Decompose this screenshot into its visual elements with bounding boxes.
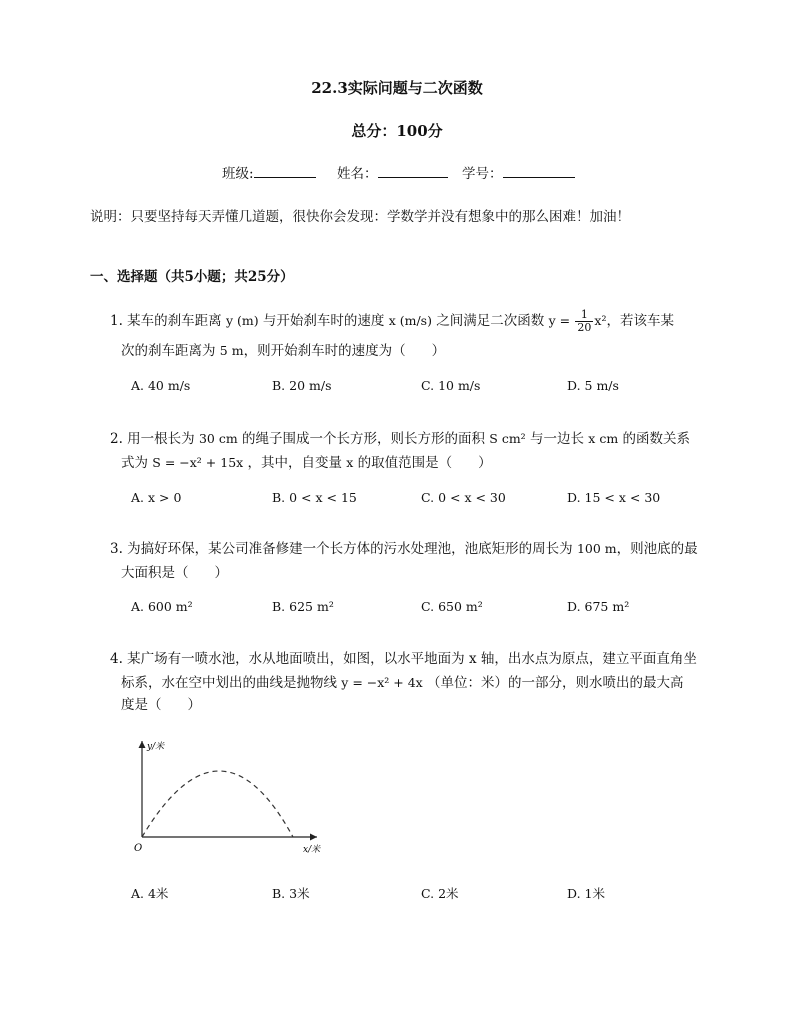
class-label: 班级: <box>222 166 254 182</box>
question-2 <box>110 428 690 450</box>
q4-option-d[interactable]: D. 1米 <box>567 886 605 901</box>
q3-perimeter: 100 m <box>576 541 617 556</box>
q1-text: ） <box>431 343 446 359</box>
q4-option-a[interactable]: A. 4米 <box>131 886 169 901</box>
q1-text: ，若该车某 <box>606 313 674 329</box>
question-3 <box>110 538 698 560</box>
q1-text: 1. 某车的刹车距离 <box>110 313 222 329</box>
q1-frac-numerator: 1 <box>575 309 593 322</box>
q2-option-a[interactable]: A. x > 0 <box>131 490 182 505</box>
q2-formula: S = −x² + 15x <box>152 455 244 470</box>
q2-text: 式为 <box>121 455 148 471</box>
instruction-note: 说明：只要坚持每天弄懂几道题，很快你会发现：学数学并没有想象中的那么困难！加油！ <box>90 209 630 225</box>
q2-text: 2. 用一根长为 <box>110 431 195 447</box>
q3-option-d[interactable]: D. 675 m² <box>567 599 630 614</box>
name-blank[interactable] <box>378 163 448 178</box>
q3-text: 大面积是（ <box>121 565 189 581</box>
q1-option-c[interactable]: C. 10 m/s <box>421 378 481 393</box>
q2-text: ） <box>478 455 492 471</box>
q2-area: S cm² <box>489 431 526 446</box>
page-title: 22.3实际问题与二次函数 <box>311 79 483 97</box>
q1-fraction <box>575 309 593 334</box>
q2-length: 30 cm <box>198 431 238 446</box>
q1-option-a[interactable]: A. 40 m/s <box>131 378 191 393</box>
q4-text: 标系，水在空中划出的曲线是抛物线 <box>121 675 337 691</box>
q2-option-c[interactable]: C. 0 < x < 30 <box>421 490 506 505</box>
name-field <box>337 162 448 182</box>
q2-text: 的取值范围是（ <box>357 455 453 471</box>
q2-option-b[interactable]: B. 0 < x < 15 <box>272 490 357 505</box>
q4-text: （单位：米）的一部分，则水喷出的最大高 <box>427 675 684 691</box>
class-blank[interactable] <box>254 163 316 178</box>
q4-text: 度是（ <box>121 697 162 713</box>
question-4-line-2 <box>121 672 684 694</box>
q3-text: 3. 为搞好环保，某公司准备修建一个长方体的污水处理池，池底矩形的周长为 <box>110 541 573 557</box>
q1-frac-denominator: 20 <box>577 321 592 334</box>
total-score: 总分：100分 <box>351 122 443 140</box>
q4-option-c[interactable]: C. 2米 <box>421 886 459 901</box>
q1-text: ，则开始刹车时的速度为（ <box>243 343 406 359</box>
q1-formula-lhs: y = <box>548 313 571 328</box>
q3-option-b[interactable]: B. 625 m² <box>272 599 334 614</box>
student-id-field <box>462 162 575 182</box>
question-4: 4. 某广场有一喷水池，水从地面喷出，如图，以水平地面为 x 轴，出水点为原点，建立平面直角坐 <box>110 651 697 667</box>
q1-var-x: x (m/s) <box>388 313 432 328</box>
q1-text: 与开始刹车时的速度 <box>262 313 385 329</box>
q1-distance: 5 m <box>219 343 244 358</box>
q1-text: 次的刹车距离为 <box>121 343 216 359</box>
q2-text: 与一边长 <box>530 431 584 447</box>
q3-text: ） <box>214 565 228 581</box>
q2-text: 的函数关系 <box>622 431 690 447</box>
student-id-label: 学号： <box>462 166 503 182</box>
question-1-line-2 <box>121 340 445 362</box>
q4-option-b[interactable]: B. 3米 <box>272 886 310 901</box>
q2-text: ，其中，自变量 <box>247 455 342 471</box>
q2-text: 的绳子围成一个长方形，则长方形的面积 <box>242 431 485 447</box>
question-3-line-2 <box>121 562 228 584</box>
parabola-figure <box>125 735 330 860</box>
q4-text: ） <box>187 697 201 713</box>
question-4-line-3 <box>121 694 201 716</box>
origin-label: O <box>134 843 143 854</box>
question-2-line-2 <box>121 452 492 474</box>
q3-option-a[interactable]: A. 600 m² <box>131 599 193 614</box>
q2-option-d[interactable]: D. 15 < x < 30 <box>567 490 661 505</box>
q1-var-y: y (m) <box>225 313 259 328</box>
name-label: 姓名： <box>337 166 378 182</box>
question-1 <box>110 309 674 334</box>
q2-var-x: x <box>346 455 354 470</box>
q1-option-d[interactable]: D. 5 m/s <box>567 378 619 393</box>
x-axis-label: x/米 <box>303 845 321 855</box>
q1-option-b[interactable]: B. 20 m/s <box>272 378 332 393</box>
parabola-curve <box>142 771 293 837</box>
q3-text: ，则池底的最 <box>616 541 698 557</box>
q1-text: 之间满足二次函数 <box>436 313 545 329</box>
q1-formula-rhs: x² <box>594 313 607 328</box>
class-field <box>222 162 316 182</box>
student-id-blank[interactable] <box>503 163 575 178</box>
q3-option-c[interactable]: C. 650 m² <box>421 599 483 614</box>
q2-side: x cm <box>588 431 619 446</box>
section-heading: 一、选择题（共5小题；共25分） <box>90 269 294 285</box>
y-axis-label: y/米 <box>147 742 165 752</box>
q4-formula: y = −x² + 4x <box>341 675 423 690</box>
